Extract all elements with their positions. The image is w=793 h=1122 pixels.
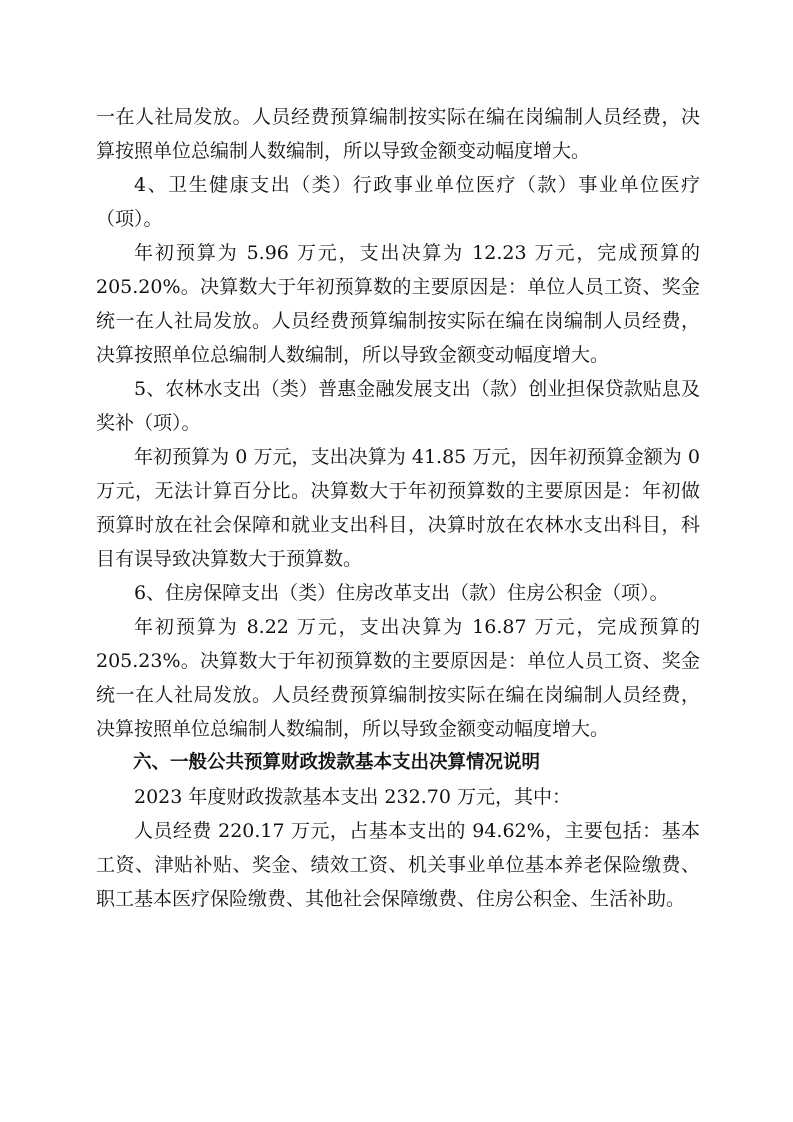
personnel-expense-detail: 人员经费 220.17 万元，占基本支出的 94.62%，主要包括：基本工资、津贴补贴、奖金、绩效工资、机关事业单位基本养老保险缴费、职工基本医疗保险缴费、其他社会保障缴费、住房公积金、生活补助。 <box>96 820 700 910</box>
item-5-detail: 年初预算为 0 万元，支出决算为 41.85 万元，因年初预算金额为 0 万元，无法计算百分比。决算数大于年初预算数的主要原因是：年初做预算时放在社会保障和就业支出科目，决算时放在农林水支出科目，科目有误导致决算数大于预算数。 <box>96 446 700 570</box>
section-6-heading: 六、一般公共预算财政拨款基本支出决算情况说明 <box>133 752 541 773</box>
item-4-title: 4、卫生健康支出（类）行政事业单位医疗（款）事业单位医疗（项）。 <box>96 174 700 230</box>
paragraph-continuation: 一在人社局发放。人员经费预算编制按实际在编在岗编制人员经费，决算按照单位总编制人数编制，所以导致金额变动幅度增大。 <box>96 106 700 162</box>
item-5-title: 5、农林水支出（类）普惠金融发展支出（款）创业担保贷款贴息及奖补（项）。 <box>96 378 700 434</box>
document-page <box>96 100 700 916</box>
basic-expenditure-summary: 2023 年度财政拨款基本支出 232.70 万元，其中： <box>134 786 571 808</box>
item-4-detail: 年初预算为 5.96 万元，支出决算为 12.23 万元，完成预算的 205.20%。决算数大于年初预算数的主要原因是：单位人员工资、奖金统一在人社局发放。人员经费预算编制按实际在编在岗编制人员经费，决算按照单位总编制人数编制，所以导致金额变动幅度增大。 <box>96 242 700 366</box>
item-6-detail: 年初预算为 8.22 万元，支出决算为 16.87 万元，完成预算的 205.23%。决算数大于年初预算数的主要原因是：单位人员工资、奖金统一在人社局发放。人员经费预算编制按实际在编在岗编制人员经费，决算按照单位总编制人数编制，所以导致金额变动幅度增大。 <box>96 616 700 740</box>
item-6-title: 6、住房保障支出（类）住房改革支出（款）住房公积金（项）。 <box>134 582 669 604</box>
